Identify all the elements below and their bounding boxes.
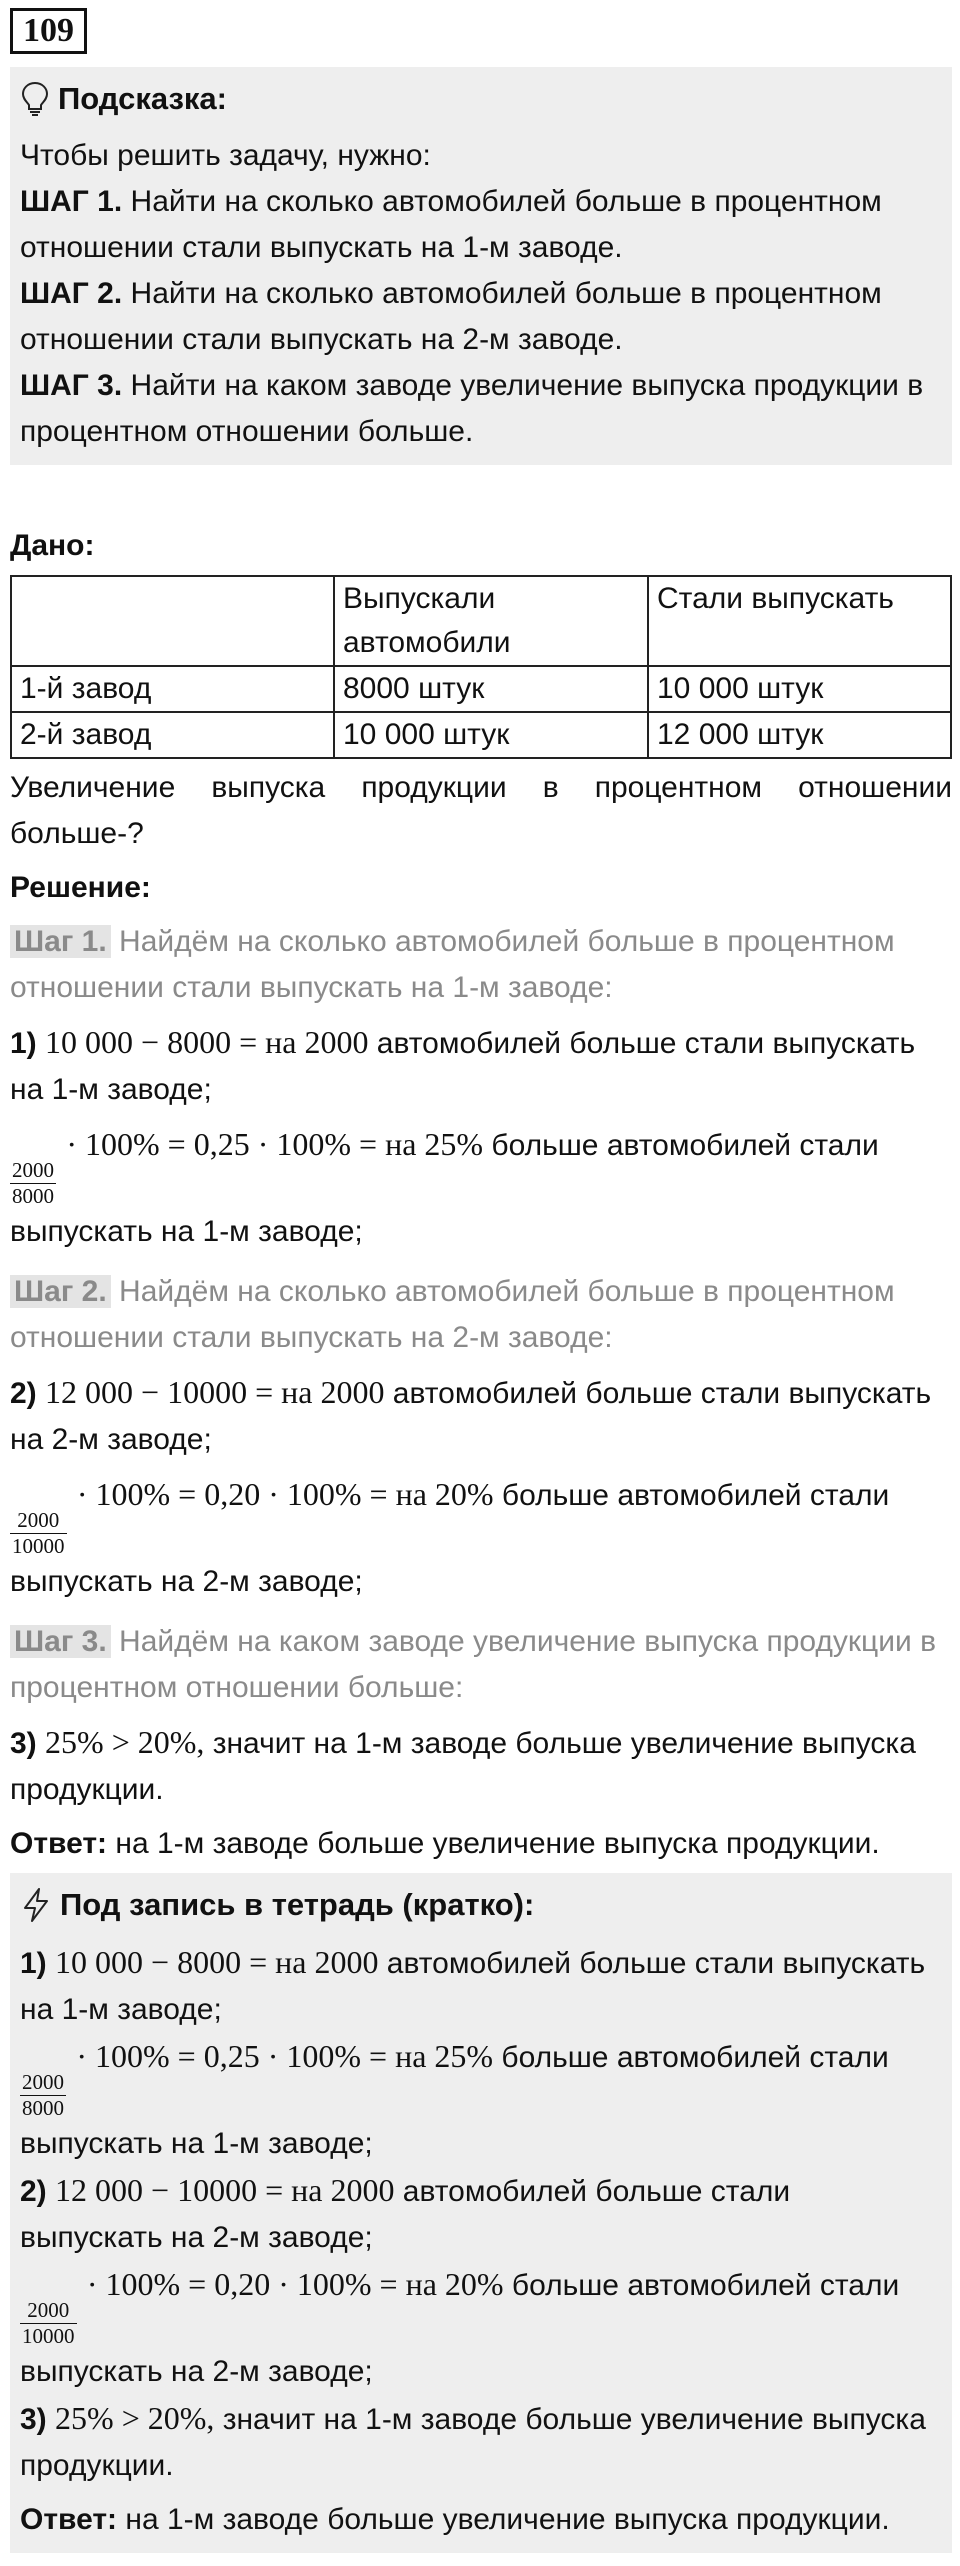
- notes-percent-text-1: больше автомобилей стали выпускать на 1-м заводе;: [20, 2041, 889, 2160]
- notes-percent-1: [20, 2033, 940, 2167]
- problem-number: [10, 8, 952, 55]
- notes-fraction-2: [20, 2298, 77, 2349]
- step-2-calc: [10, 1369, 952, 1463]
- hint-step-3-label: ШАГ 3.: [20, 369, 123, 402]
- notes-number-2: 2): [20, 2175, 47, 2208]
- step-2-fraction: [10, 1508, 67, 1559]
- answer-text: на 1-м заводе больше увеличение выпуска продукции.: [115, 1827, 880, 1860]
- notes-panel: [10, 1873, 952, 2553]
- hint-step-1-label: ШАГ 1.: [20, 185, 123, 218]
- question-text: Увеличение выпуска продукции в процентном отношении больше-?: [10, 771, 952, 850]
- answer: [10, 1821, 952, 1867]
- step-1-expression-text: автомобилей больше стали выпускать на 1-м заводе;: [10, 1027, 916, 1106]
- step-3-expression: 25% > 20%,: [45, 1724, 205, 1760]
- step-2-number: 2): [10, 1377, 37, 1410]
- fraction-numerator: 2000: [10, 1508, 67, 1534]
- lightbulb-icon: [20, 81, 50, 117]
- notes-percent-text-2: больше автомобилей стали выпускать на 2-м заводе;: [20, 2269, 900, 2388]
- notes-header: [20, 1879, 940, 1931]
- step-3-calc: [10, 1719, 952, 1813]
- hint-intro: Чтобы решить задачу, нужно:: [20, 139, 431, 172]
- step-1-expression: 10 000 − 8000 = на 2000: [45, 1024, 369, 1060]
- table-header-cell: Выпускали автомобили: [334, 576, 648, 666]
- notes-expression-1: 10 000 − 8000 = на 2000: [55, 1944, 379, 1980]
- notes-percent-2: [20, 2261, 940, 2395]
- solution-title: Решение:: [10, 871, 151, 904]
- step-2-percent: [10, 1471, 952, 1605]
- notes-line-1: [20, 1939, 940, 2033]
- given-title: Дано:: [10, 529, 95, 562]
- step-2-expression: 12 000 − 10000 = на 2000: [45, 1374, 385, 1410]
- step-2-text: Найдём на сколько автомобилей больше в процентном отношении стали выпускать на 2-м заводе:: [10, 1275, 895, 1354]
- table-cell: 10 000 штук: [648, 666, 951, 712]
- step-1-percent: [10, 1121, 952, 1255]
- step-2-percent-expression: · 100% = 0,20 · 100% = на 20%: [76, 1476, 494, 1512]
- hint-header: [20, 73, 940, 125]
- lightning-icon: [20, 1887, 52, 1923]
- step-1-percent-expression: · 100% = 0,25 · 100% = на 25%: [66, 1126, 484, 1162]
- step-3-heading: [10, 1619, 952, 1711]
- fraction-numerator: 2000: [22, 2070, 64, 2094]
- table-cell: 8000 штук: [334, 666, 648, 712]
- notes-expression-3: 25% > 20%,: [55, 2400, 215, 2436]
- notes-percent-expression-1: · 100% = 0,25 · 100% = на 25%: [76, 2038, 494, 2074]
- step-1-percent-text: больше автомобилей стали выпускать на 1-м заводе;: [10, 1129, 879, 1248]
- notes-line-2: [20, 2167, 940, 2261]
- table-row: [11, 712, 951, 758]
- table-cell: 2-й завод: [11, 712, 334, 758]
- notes-fraction-1: [20, 2070, 66, 2121]
- notes-text-1: автомобилей больше стали выпускать на 1-м заводе;: [20, 1947, 926, 2026]
- table-row: [11, 666, 951, 712]
- fraction-denominator: 10000: [22, 2324, 75, 2348]
- fraction-numerator: 2000: [20, 2298, 77, 2324]
- table-header-cell: [11, 576, 334, 666]
- step-2-expression-text: автомобилей больше стали выпускать на 2-м заводе;: [10, 1377, 932, 1456]
- step-1-number: 1): [10, 1027, 37, 1060]
- table-cell: 1-й завод: [11, 666, 334, 712]
- step-3-expression-text: значит на 1-м заводе больше увеличение выпуска продукции.: [10, 1727, 916, 1806]
- hint-step-1: [20, 179, 940, 271]
- fraction-denominator: 8000: [22, 2096, 64, 2120]
- table-header-row: [11, 576, 951, 666]
- table-cell: 10 000 штук: [334, 712, 648, 758]
- notes-title: Под запись в тетрадь (кратко):: [60, 1887, 535, 1922]
- step-1-heading: [10, 919, 952, 1011]
- notes-text-2: автомобилей больше стали выпускать на 2-м заводе;: [20, 2175, 791, 2254]
- notes-text-3: значит на 1-м заводе больше увеличение выпуска продукции.: [20, 2403, 926, 2482]
- hint-title: Подсказка:: [58, 81, 227, 116]
- step-3-number: 3): [10, 1727, 37, 1760]
- step-1-text: Найдём на сколько автомобилей больше в процентном отношении стали выпускать на 1-м заводе:: [10, 925, 895, 1004]
- step-1-calc: [10, 1019, 952, 1113]
- hint-panel: [10, 67, 952, 465]
- notes-number-1: 1): [20, 1947, 47, 1980]
- hint-step-2-text: Найти на сколько автомобилей больше в процентном отношении стали выпускать на 2-м заводе.: [20, 277, 882, 356]
- fraction-numerator: 2000: [12, 1158, 54, 1182]
- step-2-percent-text: больше автомобилей стали выпускать на 2-м заводе;: [10, 1479, 890, 1598]
- fraction-denominator: 10000: [12, 1534, 65, 1558]
- hint-step-2: [20, 271, 940, 363]
- step-2-tag: Шаг 2.: [10, 1275, 111, 1308]
- table-header-cell: Стали выпускать: [648, 576, 951, 666]
- given-table: [10, 575, 952, 759]
- step-1-fraction: [10, 1158, 56, 1209]
- notes-answer: [20, 2497, 940, 2543]
- notes-expression-2: 12 000 − 10000 = на 2000: [55, 2172, 395, 2208]
- notes-answer-label: Ответ:: [20, 2503, 118, 2536]
- step-3-text: Найдём на каком заводе увеличение выпуска продукции в процентном отношении больше:: [10, 1625, 937, 1704]
- problem-number-box: 109: [10, 8, 87, 54]
- hint-step-3-text: Найти на каком заводе увеличение выпуска продукции в процентном отношении больше.: [20, 369, 924, 448]
- fraction-denominator: 8000: [12, 1184, 54, 1208]
- notes-answer-text: на 1-м заводе больше увеличение выпуска продукции.: [125, 2503, 890, 2536]
- notes-number-3: 3): [20, 2403, 47, 2436]
- notes-line-3: [20, 2395, 940, 2489]
- hint-step-2-label: ШАГ 2.: [20, 277, 123, 310]
- answer-label: Ответ:: [10, 1827, 108, 1860]
- hint-step-1-text: Найти на сколько автомобилей больше в процентном отношении стали выпускать на 1-м заводе.: [20, 185, 882, 264]
- hint-step-3: [20, 363, 940, 455]
- step-1-tag: Шаг 1.: [10, 925, 111, 958]
- notes-percent-expression-2: · 100% = 0,20 · 100% = на 20%: [86, 2266, 504, 2302]
- step-3-tag: Шаг 3.: [10, 1625, 111, 1658]
- table-cell: 12 000 штук: [648, 712, 951, 758]
- page: [10, 8, 952, 2553]
- step-2-heading: [10, 1269, 952, 1361]
